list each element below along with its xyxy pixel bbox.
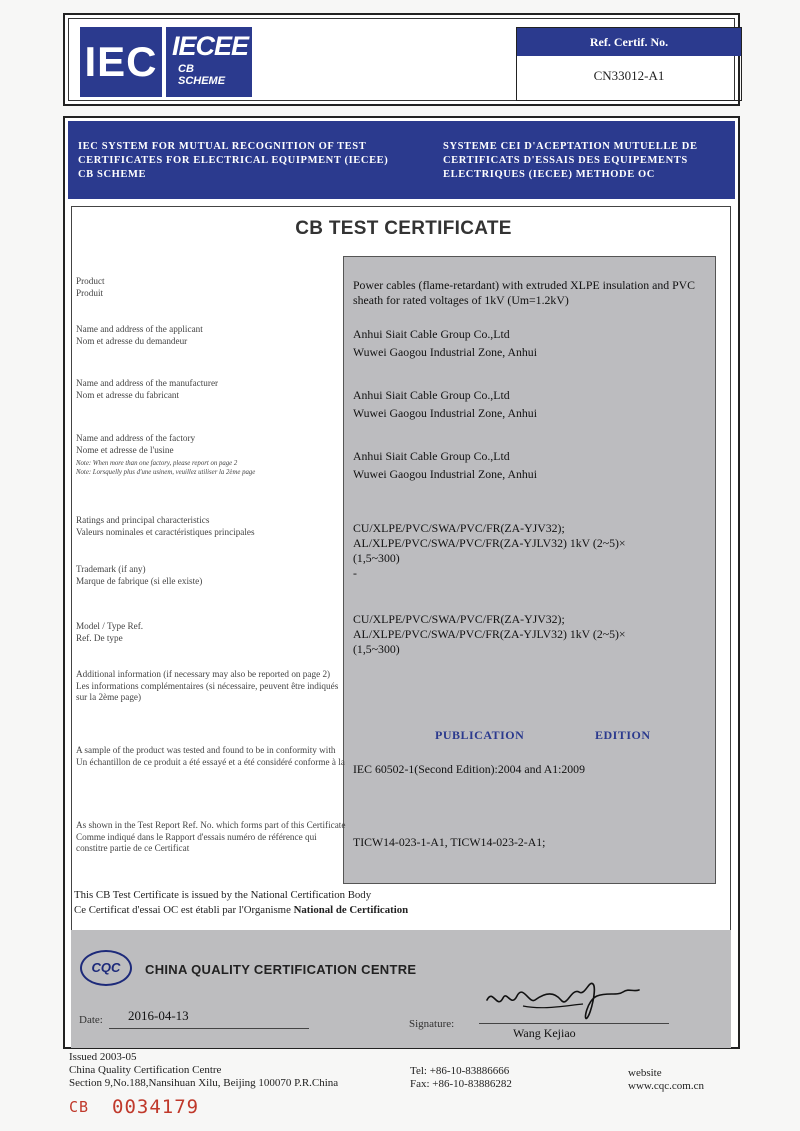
label-ratings-fr: Valeurs nominales et caractéristiques principales — [76, 526, 255, 537]
label-product — [76, 276, 346, 299]
serial-number: 0034179 — [112, 1096, 200, 1118]
manufacturer-address: Wuwei Gaogou Industrial Zone, Anhui — [353, 406, 537, 420]
publication-label: PUBLICATION — [435, 728, 525, 742]
manufacturer-name: Anhui Siait Cable Group Co.,Ltd — [353, 388, 510, 402]
cqc-signature-band — [71, 930, 731, 1048]
label-model-en: Model / Type Ref. — [76, 621, 144, 631]
label-additional — [76, 669, 346, 704]
banner-french: SYSTEME CEI D'ACEPTATION MUTUELLE DE CERTIFICATS D'ESSAIS DES EQUIPEMENTS ELECTRIQUES (IECEE) METHODE OC — [443, 141, 698, 180]
label-trademark-en: Trademark (if any) — [76, 564, 146, 574]
label-manufacturer — [76, 378, 346, 401]
footer-website-label: website — [628, 1067, 662, 1079]
cb-logo-text: CB — [178, 63, 194, 75]
value-product: Power cables (flame-retardant) with extruded XLPE insulation and PVC sheath for rated voltages of 1kV (Um=1.2kV) — [353, 278, 696, 307]
certificate-header — [63, 13, 740, 106]
applicant-name: Anhui Siait Cable Group Co.,Ltd — [353, 327, 510, 341]
issuer-statement — [74, 888, 408, 918]
label-report-fr: Comme indiqué dans le Rapport d'essais numéro de référence qui constitre partie de ce Certificat — [76, 831, 317, 853]
factory-address: Wuwei Gaogou Industrial Zone, Anhui — [353, 467, 537, 481]
factory-note-fr: Note: Lorsquelly plus d'une usinem, veuillez utiliser la 2ème page — [76, 469, 256, 476]
ratings-line-1: CU/XLPE/PVC/SWA/PVC/FR(ZA-YJV32); — [353, 521, 565, 535]
reference-value: CN33012-A1 — [593, 68, 665, 83]
label-sample — [76, 745, 346, 768]
model-line-1: CU/XLPE/PVC/SWA/PVC/FR(ZA-YJV32); — [353, 612, 565, 626]
value-manufacturer — [353, 388, 708, 421]
value-model — [353, 612, 708, 657]
footer-contact — [410, 1065, 512, 1091]
label-manufacturer-fr: Nom et adresse du fabricant — [76, 389, 180, 400]
label-model-fr: Ref. De type — [76, 632, 123, 643]
applicant-address: Wuwei Gaogou Industrial Zone, Anhui — [353, 345, 537, 359]
cqc-logo: CQC — [80, 950, 132, 986]
banner-english: IEC SYSTEM FOR MUTUAL RECOGNITION OF TEST CERTIFICATES FOR ELECTRICAL EQUIPMENT (IECEE) CB SCHEME — [78, 141, 389, 180]
value-trademark: - — [353, 566, 357, 580]
reference-number-box — [516, 27, 742, 101]
iecee-cb-scheme-logo — [166, 27, 252, 97]
handwritten-signature — [483, 970, 643, 1022]
footer-issued: Issued 2003-05 — [69, 1051, 137, 1063]
scheme-logo-text: SCHEME — [178, 75, 226, 87]
footer-issue-info — [69, 1051, 338, 1090]
edition-label: EDITION — [595, 728, 651, 742]
ratings-line-2: AL/XLPE/PVC/SWA/PVC/FR(ZA-YJLV32) 1kV (2~5)× — [353, 536, 626, 550]
label-applicant-fr: Nom et adresse du demandeur — [76, 335, 188, 346]
footer-tel: Tel: +86-10-83886666 — [410, 1065, 510, 1077]
footer-website — [628, 1067, 704, 1093]
value-ratings — [353, 521, 708, 581]
model-line-3: (1,5~300) — [353, 642, 400, 656]
iecee-banner — [68, 121, 735, 199]
serial-prefix: CB — [69, 1098, 90, 1116]
date-value: 2016-04-13 — [128, 1008, 189, 1023]
label-sample-en: A sample of the product was tested and found to be in conformity with — [76, 745, 336, 755]
factory-name: Anhui Siait Cable Group Co.,Ltd — [353, 449, 510, 463]
footer-address: Section 9,No.188,Nansihuan Xilu, Beijing 100070 P.R.China — [69, 1077, 339, 1089]
date-underline — [109, 1028, 309, 1029]
value-standard: IEC 60502-1(Second Edition):2004 and A1:2009 — [353, 762, 585, 776]
label-product-fr: Produit — [76, 287, 104, 298]
label-trademark-fr: Marque de fabrique (si elle existe) — [76, 575, 203, 586]
label-product-en: Product — [76, 276, 105, 286]
footer-fax: Fax: +86-10-83886282 — [410, 1078, 512, 1090]
label-additional-fr: Les informations complémentaires (si nécessaire, peuvent être indiqués sur la 2ème page) — [76, 680, 339, 702]
iec-logo-text: IEC — [84, 38, 158, 85]
label-trademark — [76, 564, 346, 587]
label-model — [76, 621, 346, 644]
label-manufacturer-en: Name and address of the manufacturer — [76, 378, 219, 388]
factory-note-en: Note: When more than one factory, please report on page 2 — [76, 460, 238, 467]
cb-scheme-logo-text — [178, 63, 225, 87]
header-inner-frame — [68, 18, 735, 101]
signatory-name: Wang Kejiao — [513, 1026, 576, 1040]
iec-logo — [80, 27, 162, 97]
issuer-fr-text: Ce Certificat d'essai OC est établi par l'Organisme — [74, 904, 294, 916]
issuer-statement-en: This CB Test Certificate is issued by the National Certification Body — [74, 889, 372, 901]
ratings-line-3: (1,5~300) — [353, 551, 400, 565]
model-line-2: AL/XLPE/PVC/SWA/PVC/FR(ZA-YJLV32) 1kV (2~5)× — [353, 627, 626, 641]
issuer-statement-fr — [74, 903, 408, 918]
label-factory-en: Name and address of the factory — [76, 433, 196, 443]
label-ratings-en: Ratings and principal characteristics — [76, 515, 210, 525]
label-factory-fr: Nome et adresse de l'usine — [76, 444, 174, 455]
cqc-name: CHINA QUALITY CERTIFICATION CENTRE — [145, 962, 417, 977]
label-report-en: As shown in the Test Report Ref. No. which forms part of this Certificate — [76, 820, 346, 830]
label-ratings — [76, 515, 346, 538]
signature-label: Signature: — [409, 1018, 455, 1030]
issuer-fr-bold: National de Certification — [293, 904, 409, 916]
label-sample-fr: Un échantillon de ce produit a été essayé et a été considéré conforme à la — [76, 756, 345, 767]
date-label: Date: — [79, 1014, 103, 1026]
reference-label: Ref. Certif. No. — [517, 28, 741, 56]
iecee-logo-text: IECEE — [172, 31, 249, 61]
certificate-title: CB TEST CERTIFICATE — [295, 218, 512, 239]
value-applicant — [353, 327, 708, 360]
label-factory — [76, 433, 346, 477]
label-additional-en: Additional information (if necessary may also be reported on page 2) — [76, 669, 331, 679]
label-report — [76, 820, 346, 855]
certificate-body — [63, 116, 740, 1049]
signature-underline — [479, 1023, 669, 1024]
footer-org: China Quality Certification Centre — [69, 1064, 222, 1076]
label-applicant — [76, 324, 346, 347]
value-report-refs: TICW14-023-1-A1, TICW14-023-2-A1; — [353, 835, 546, 849]
footer-website-url[interactable]: www.cqc.com.cn — [628, 1080, 704, 1092]
value-factory — [353, 449, 708, 482]
label-applicant-en: Name and address of the applicant — [76, 324, 203, 334]
